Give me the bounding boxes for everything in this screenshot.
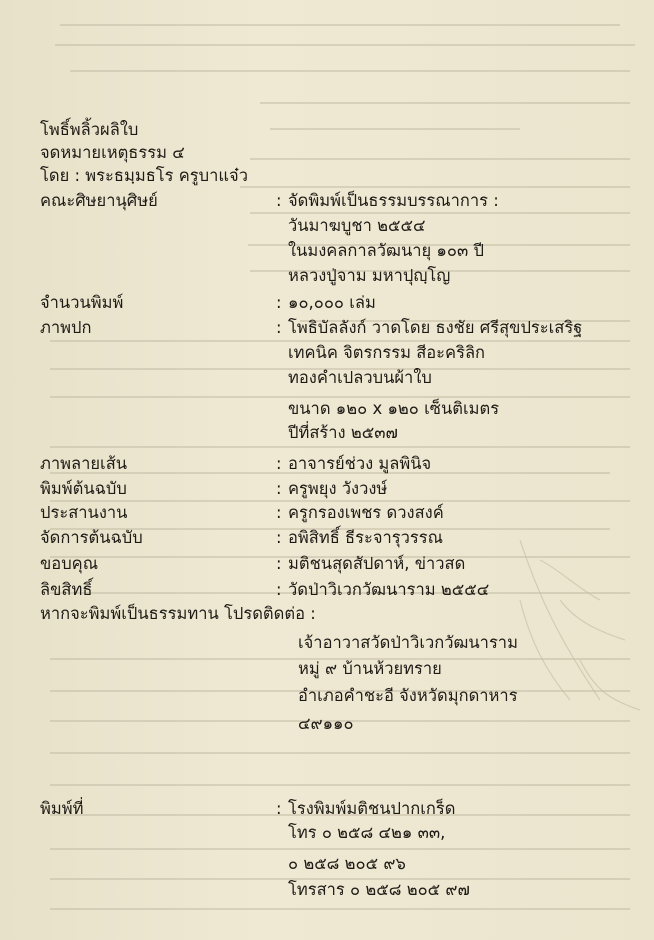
disciples-value-3: ในมงคลกาลวัฒนายุ ๑๐๓ ปี — [288, 241, 484, 260]
book-subtitle: จดหมายเหตุธรรม ๔ — [40, 143, 185, 162]
coordination-value: ครูกรองเพชร ดวงสงค์ — [288, 503, 444, 522]
print-count-label: จำนวนพิมพ์ — [40, 293, 124, 312]
colon: : — [276, 293, 282, 312]
manuscript-value: อพิสิทธิ์ ธีระจารุวรรณ — [288, 528, 443, 547]
contact-value-3: อำเภอคำชะอี จังหวัดมุกดาหาร — [298, 686, 518, 705]
colon: : — [276, 528, 282, 547]
thanks-value: มติชนสุดสัปดาห์, ข่าวสด — [288, 554, 466, 573]
contact-value-2: หมู่ ๙ บ้านห้วยทราย — [298, 659, 442, 678]
printer-label: พิมพ์ที่ — [40, 799, 84, 818]
contact-heading: หากจะพิมพ์เป็นธรรมทาน โปรดติดต่อ : — [40, 604, 316, 623]
copyright-value: วัดป่าวิเวกวัฒนาราม ๒๕๕๔ — [288, 580, 490, 599]
colon: : — [276, 554, 282, 573]
colon: : — [276, 503, 282, 522]
lineart-value: อาจารย์ช่วง มูลพินิจ — [288, 454, 432, 473]
cover-value-1: โพธิบัลลังก์ วาดโดย ธงชัย ศรีสุขประเสริฐ — [288, 318, 583, 337]
contact-value-4: ๔๙๑๑๐ — [298, 714, 354, 733]
cover-value-5: ปีที่สร้าง ๒๕๓๗ — [288, 423, 398, 442]
colon: : — [276, 454, 282, 473]
manuscript-label: จัดการต้นฉบับ — [40, 528, 143, 547]
printer-value-4: โทรสาร ๐ ๒๕๘ ๒๐๕ ๙๗ — [288, 880, 470, 899]
colon: : — [276, 318, 282, 337]
contact-value-1: เจ้าอาวาสวัดป่าวิเวกวัฒนาราม — [298, 633, 518, 652]
disciples-value-4: หลวงปู่จาม มหาปุญฺโญ — [288, 266, 451, 285]
lineart-label: ภาพลายเส้น — [40, 454, 128, 473]
cover-value-2: เทคนิค จิตรกรรม สีอะคริลิก — [288, 343, 486, 362]
typing-label: พิมพ์ต้นฉบับ — [40, 479, 127, 498]
cover-value-4: ขนาด ๑๒๐ x ๑๒๐ เซ็นติเมตร — [288, 399, 500, 418]
book-title: โพธิ์พลิ้วผลิใบ — [40, 120, 139, 139]
cover-value-3: ทองคำเปลวบนผ้าใบ — [288, 368, 432, 387]
colon: : — [276, 799, 282, 818]
colon: : — [276, 479, 282, 498]
printer-value-2: โทร ๐ ๒๕๘ ๔๒๑ ๓๓, — [288, 823, 446, 842]
book-author: โดย : พระธมฺมธโร ครูบาแจ๋ว — [40, 166, 248, 185]
thanks-label: ขอบคุณ — [40, 554, 99, 573]
disciples-value-2: วันมาฆบูชา ๒๕๕๔ — [288, 216, 426, 235]
colon: : — [276, 191, 282, 210]
printer-value-3: ๐ ๒๕๘ ๒๐๕ ๙๖ — [288, 854, 406, 873]
disciples-label: คณะศิษยานุศิษย์ — [40, 191, 158, 210]
disciples-value-1: จัดพิมพ์เป็นธรรมบรรณาการ : — [288, 191, 499, 210]
typing-value: ครูพยุง วังวงษ์ — [288, 479, 388, 498]
coordination-label: ประสานงาน — [40, 503, 128, 522]
cover-label: ภาพปก — [40, 318, 92, 337]
print-count-value: ๑๐,๐๐๐ เล่ม — [288, 293, 376, 312]
colon: : — [276, 580, 282, 599]
copyright-label: ลิขสิทธิ์ — [40, 580, 93, 599]
printer-value-1: โรงพิมพ์มติชนปากเกร็ด — [288, 799, 456, 818]
